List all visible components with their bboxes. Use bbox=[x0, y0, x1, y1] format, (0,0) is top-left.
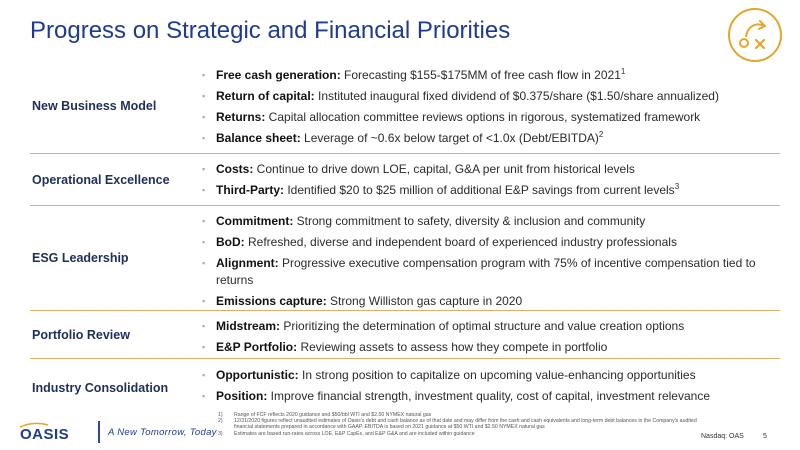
row-items bbox=[200, 161, 780, 199]
list-item: ▪ Position: Improve financial strength, investment quality, cost of capital, investment relevance bbox=[200, 388, 780, 405]
footnote: 3) Estimates are based run-rates across LOE, E&P CapEx, and E&P G&A and are included within guidance bbox=[218, 430, 475, 437]
list-item: ▪ E&P Portfolio: Reviewing assets to assess how they compete in portfolio bbox=[200, 339, 780, 356]
priority-row bbox=[30, 311, 780, 359]
list-item: ▪ Balance sheet: Leverage of ~0.6x below target of <1.0x (Debt/EBITDA)$^2$ bbox=[200, 130, 780, 147]
row-label: Industry Consolidation bbox=[32, 381, 169, 395]
row-items bbox=[200, 67, 780, 147]
footer-divider bbox=[98, 421, 100, 443]
row-label: Portfolio Review bbox=[32, 327, 130, 342]
list-item: ▪ Commitment: Strong commitment to safety, diversity & inclusion and community bbox=[200, 213, 780, 230]
list-item: ▪ BoD: Refreshed, diverse and independent board of experienced industry professionals bbox=[200, 234, 780, 251]
tagline: A New Tomorrow, Today bbox=[108, 427, 217, 438]
page-number: 5 bbox=[763, 433, 767, 440]
list-item: ▪ Third-Party: Identified $20 to $25 million of additional E&P savings from current levels$^3$ bbox=[200, 182, 780, 199]
row-label: ESG Leadership bbox=[32, 251, 129, 265]
list-item: ▪ Free cash generation: Forecasting $155-$175MM of free cash flow in 2021$^1$ bbox=[200, 67, 780, 84]
page-title: Progress on Strategic and Financial Priorities bbox=[30, 17, 511, 44]
list-item: ▪ Return of capital: Instituted inaugural fixed dividend of $0.375/share ($1.50/share annualized) bbox=[200, 88, 780, 105]
row-items bbox=[200, 367, 780, 405]
row-label: New Business Model bbox=[32, 98, 157, 113]
row-label: Operational Excellence bbox=[32, 172, 170, 187]
list-item: ▪ Costs: Continue to drive down LOE, capital, G&A per unit from historical levels bbox=[200, 161, 780, 178]
priority-row bbox=[30, 206, 780, 311]
list-item: ▪ Returns: Capital allocation committee reviews options in rigorous, systematized framework bbox=[200, 109, 780, 126]
footnotes bbox=[212, 412, 712, 437]
ticker-label: Nasdaq: OAS bbox=[701, 433, 744, 440]
footnote: 2) 12/31/2020 figures reflect unaudited estimates of Oasis's debt and cash balance as of that date and may differ from the cash and cash equivalents and long-term debt balances in the Company's audited financial statements prepared in accordance with GAAP. EBITDA is based on 2021 guidance at $50 WTI and $2.50 NYMEX natural gas bbox=[218, 418, 697, 431]
list-item: ▪ Alignment: Progressive executive compensation program with 75% of incentive compensation tied to returns bbox=[200, 255, 780, 289]
strategy-play-icon bbox=[726, 6, 784, 64]
row-items bbox=[200, 318, 780, 356]
priorities-table bbox=[30, 58, 780, 417]
oasis-logo bbox=[18, 419, 96, 443]
priority-row bbox=[30, 58, 780, 154]
list-item: ▪ Emissions capture: Strong Williston gas capture in 2020 bbox=[200, 293, 780, 310]
priority-row bbox=[30, 359, 780, 417]
list-item: ▪ Opportunistic: In strong position to capitalize on upcoming value-enhancing opportunities bbox=[200, 367, 780, 384]
priority-row bbox=[30, 154, 780, 206]
list-item: ▪ Midstream: Prioritizing the determination of optimal structure and value creation options bbox=[200, 318, 780, 335]
footnote: 1) Range of FCF reflects 2020 guidance and $50/bbl WTI and $2.50 NYMEX natural gas bbox=[218, 412, 432, 418]
svg-text:OASIS: OASIS bbox=[20, 426, 70, 443]
row-items bbox=[200, 213, 780, 310]
